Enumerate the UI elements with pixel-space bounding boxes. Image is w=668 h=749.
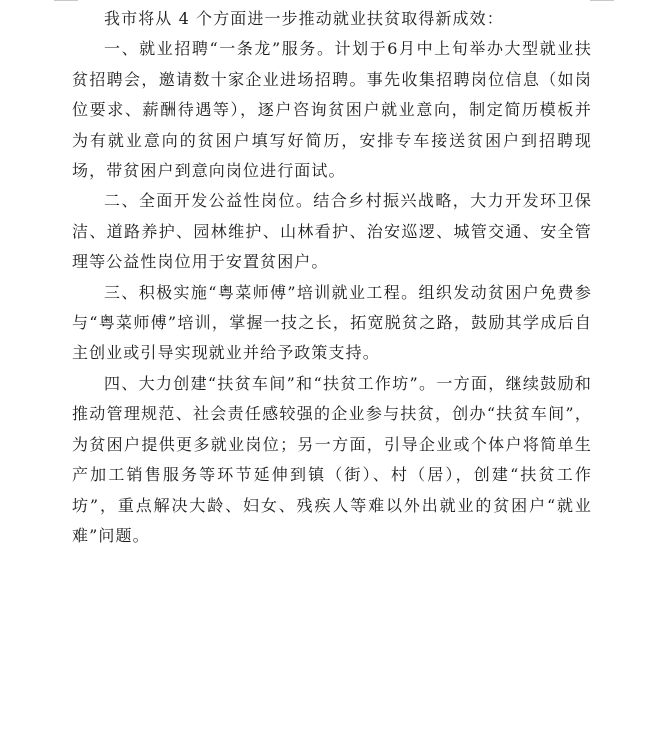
paragraph-cantonese-chef-training: 三、积极实施“粤菜师傅”培训就业工程。组织发动贫困户免费参与“粤菜师傅”培训，掌握一技之长，拓宽脱贫之路，鼓励其学成后自主创业或引导实现就业并给予政策支持。 bbox=[72, 282, 592, 363]
document-body bbox=[72, 4, 592, 551]
page-corner-mark-left bbox=[54, 0, 78, 1]
intro-paragraph: 我市将从 4 个方面进一步推动就业扶贫取得新成效： bbox=[104, 9, 504, 28]
paragraph-poverty-workshops: 四、大力创建“扶贫车间”和“扶贫工作坊”。一方面，继续鼓励和推动管理规范、社会责任感较强的企业参与扶贫，创办“扶贫车间”，为贫困户提供更多就业岗位；另一方面，引导企业或个体户将简单生产加工销售服务等环节延伸到镇（街）、村（居），创建“扶贫工作坊”，重点解决大龄、妇女、残疾人等难以外出就业的贫困户“就业难”问题。 bbox=[72, 373, 592, 545]
paragraph-public-welfare-posts: 二、全面开发公益性岗位。结合乡村振兴战略，大力开发环卫保洁、道路养护、园林维护、山林看护、治安巡逻、城管交通、安全管理等公益性岗位用于安置贫困户。 bbox=[72, 191, 592, 272]
page-corner-mark-right bbox=[590, 0, 614, 1]
paragraph-recruitment-service: 一、就业招聘“一条龙”服务。计划于6月中上旬举办大型就业扶贫招聘会，邀请数十家企业进场招聘。事先收集招聘岗位信息（如岗位要求、薪酬待遇等），逐户咨询贫困户就业意向，制定简历模板并为有就业意向的贫困户填写好简历，安排专车接送贫困户到招聘现场，带贫困户到意向岗位进行面试。 bbox=[72, 39, 592, 181]
